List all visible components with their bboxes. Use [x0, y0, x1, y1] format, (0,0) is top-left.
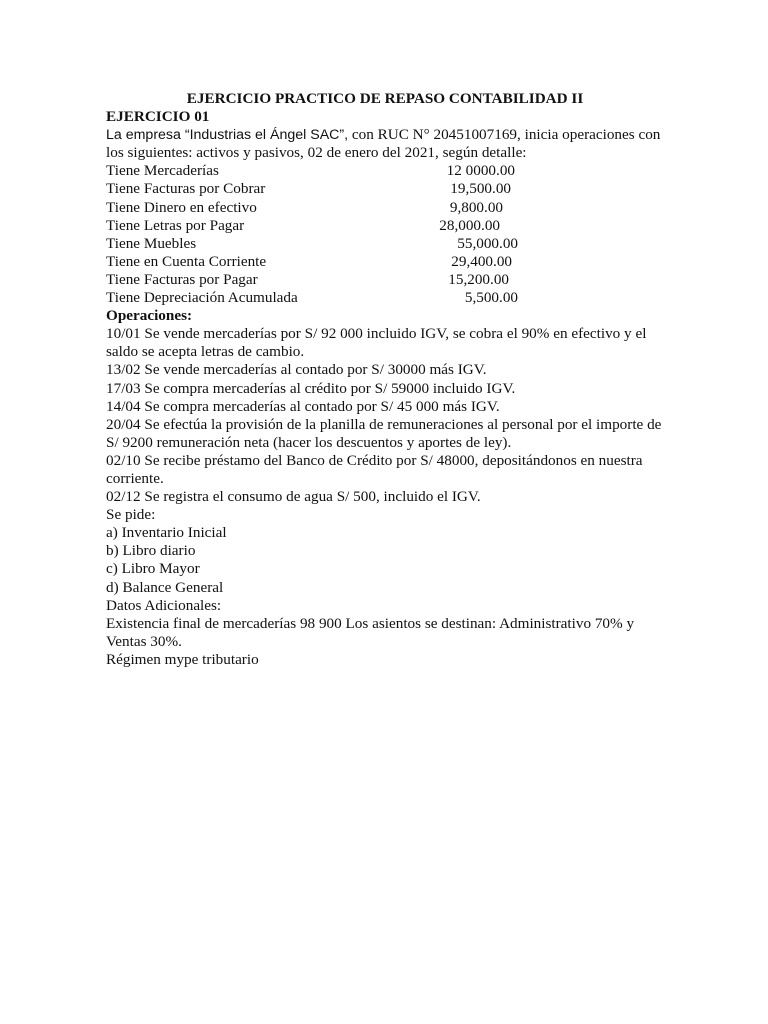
operation-line: 20/04 Se efectúa la provisión de la planilla de remuneraciones al personal por el importe de	[106, 415, 662, 433]
request-heading: Se pide:	[106, 506, 156, 524]
asset-label: Tiene en Cuenta Corriente	[106, 252, 267, 270]
asset-value: 55,000.00	[457, 234, 518, 252]
request-item: c) Libro Mayor	[106, 560, 200, 578]
asset-value: 12 0000.00	[446, 162, 515, 180]
asset-label: Tiene Letras por Pagar	[106, 216, 245, 234]
intro-line-1	[106, 126, 666, 144]
asset-value: 28,000.00	[439, 216, 500, 234]
asset-row	[106, 180, 666, 198]
operation-line: 10/01 Se vende mercaderías por S/ 92 000 incluido IGV, se cobra el 90% en efectivo y el	[106, 325, 647, 343]
intro-line-1-rest: con RUC N° 20451007169, inicia operaciones con	[348, 126, 661, 144]
asset-label: Tiene Facturas por Pagar	[106, 270, 258, 288]
request-item: a) Inventario Inicial	[106, 524, 227, 542]
asset-row	[106, 271, 666, 289]
operation-line: 02/10 Se recibe préstamo del Banco de Crédito por S/ 48000, depositándonos en nuestra	[106, 451, 643, 469]
operation-line: corriente.	[106, 469, 164, 487]
additional-line: Existencia final de mercaderías 98 900 Los asientos se destinan: Administrativo 70% y	[106, 614, 635, 632]
asset-row	[106, 289, 666, 307]
asset-value: 9,800.00	[449, 198, 503, 216]
additional-list	[106, 615, 666, 669]
operation-line: 17/03 Se compra mercaderías al crédito por S/ 59000 incluido IGV.	[106, 379, 516, 397]
assets-list	[106, 162, 666, 307]
additional-heading: Datos Adicionales:	[106, 596, 222, 614]
company-name-fragment: La empresa “Industrias el Ángel SAC”,	[106, 127, 349, 144]
exercise-heading: EJERCICIO 01	[106, 108, 210, 126]
asset-row	[106, 235, 666, 253]
request-list	[106, 524, 666, 596]
operation-line: S/ 9200 remuneración neta (hacer los descuentos y aportes de ley).	[106, 433, 512, 451]
operations-heading: Operaciones:	[106, 307, 193, 325]
asset-label: Tiene Muebles	[106, 234, 197, 252]
request-item: b) Libro diario	[106, 542, 196, 560]
asset-value: 5,500.00	[464, 289, 518, 307]
asset-label: Tiene Facturas por Cobrar	[106, 180, 266, 198]
asset-row	[106, 162, 666, 180]
asset-label: Tiene Mercaderías	[106, 162, 219, 180]
operation-line: 13/02 Se vende mercaderías al contado por S/ 30000 más IGV.	[106, 361, 487, 379]
asset-label: Tiene Depreciación Acumulada	[106, 289, 298, 307]
intro-line-2: los siguientes: activos y pasivos, 02 de enero del 2021, según detalle:	[106, 144, 527, 162]
operation-line: saldo se acepta letras de cambio.	[106, 343, 305, 361]
asset-row	[106, 253, 666, 271]
additional-line: Ventas 30%.	[106, 632, 182, 650]
additional-line: Régimen mype tributario	[106, 650, 259, 668]
document-page	[106, 90, 666, 669]
asset-row	[106, 199, 666, 217]
asset-row	[106, 217, 666, 235]
operation-line: 14/04 Se compra mercaderías al contado por S/ 45 000 más IGV.	[106, 397, 500, 415]
request-item: d) Balance General	[106, 578, 224, 596]
asset-value: 19,500.00	[450, 180, 511, 198]
operation-line: 02/12 Se registra el consumo de agua S/ 500, incluido el IGV.	[106, 488, 481, 506]
document-title: EJERCICIO PRACTICO DE REPASO CONTABILIDAD II	[186, 90, 584, 107]
asset-value: 29,400.00	[451, 252, 512, 270]
operations-list	[106, 325, 666, 506]
asset-value: 15,200.00	[448, 270, 509, 288]
asset-label: Tiene Dinero en efectivo	[106, 198, 257, 216]
